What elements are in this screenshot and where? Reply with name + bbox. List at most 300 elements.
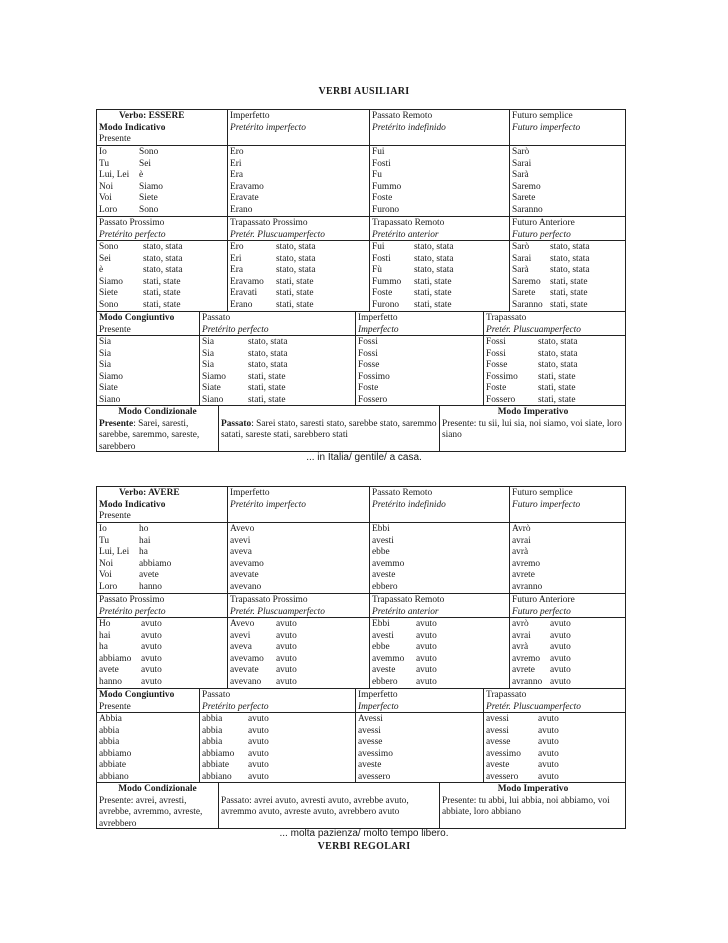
mood-label: Modo Indicativo: [99, 499, 166, 510]
tense-label: Presente: [99, 134, 131, 144]
verb-form: avrete: [512, 570, 535, 580]
verb-form: Siamo: [139, 181, 163, 192]
pronoun-or-auxiliary: Fossi: [486, 337, 506, 347]
verb-form: stati, state: [538, 383, 576, 393]
verb-form: Erano: [230, 204, 253, 215]
table-rule: [96, 216, 626, 217]
verb-form: avemmo: [372, 558, 405, 569]
table-rule: [483, 311, 484, 405]
verb-form: Fossi: [358, 348, 378, 359]
verb-form: avrai: [512, 535, 531, 546]
tense-label: Imperfetto: [230, 111, 270, 121]
pronoun-or-auxiliary: abbiate: [202, 760, 230, 770]
verb-form: Sia: [99, 348, 111, 359]
compound-tense-header-cell: [99, 595, 225, 618]
verb-form: Ero: [230, 147, 244, 157]
tense-label: Passato: [221, 795, 250, 806]
trap-remoto-cell: [372, 242, 507, 311]
conjugation-row: [230, 677, 367, 689]
verb-form: avessimo: [358, 748, 393, 759]
table-rule: [227, 109, 228, 311]
tense-translation: Imperfecto: [358, 324, 399, 335]
verb-form: Saremo: [512, 181, 541, 192]
verb-form: Fosti: [372, 158, 391, 169]
compound-tense-header-cell: [512, 218, 624, 241]
condizionale-presente-cell: [99, 784, 216, 830]
verb-form: stati, state: [143, 288, 181, 298]
verb-form: stato, stata: [248, 360, 288, 370]
verb-form: avevamo: [230, 558, 264, 569]
conjugation-row: [372, 642, 507, 654]
conjugation-row: [99, 277, 225, 289]
verb-form: stato, stata: [276, 265, 316, 275]
tense-label: Imperfetto: [358, 313, 398, 323]
condizionale-passato-cell: [221, 796, 437, 819]
conjugation-row: [486, 337, 624, 349]
verb-form: avuto: [416, 676, 437, 687]
pronoun-or-auxiliary: Loro: [99, 204, 118, 215]
verb-form: avuto: [248, 748, 269, 759]
pronoun-or-auxiliary: avrai: [512, 630, 531, 641]
tense-header-cell: [372, 488, 507, 511]
tense-label: Trapassato: [486, 690, 527, 700]
verb-form: stati, state: [538, 371, 576, 382]
verb-form: Siamo: [99, 371, 123, 382]
verb-form: Eravamo: [230, 181, 264, 192]
pronoun-or-auxiliary: abbia: [202, 725, 223, 736]
congiuntivo-tense-header-cell: [358, 690, 481, 713]
conjugation-row: [99, 570, 225, 582]
pronoun-or-auxiliary: Sia: [202, 348, 214, 359]
verb-form: stato, stata: [538, 348, 578, 359]
verb-form: avevano: [230, 581, 262, 592]
conjugation-row: [372, 265, 507, 277]
verb-form: stati, state: [276, 299, 314, 310]
conjugation-row: [512, 665, 624, 677]
pronoun-or-auxiliary: avessi: [486, 725, 509, 736]
pronoun-or-auxiliary: Fummo: [372, 276, 402, 287]
conjugation-row: [230, 642, 367, 654]
verb-form: avuto: [141, 630, 162, 641]
presente-cell: [99, 524, 225, 593]
tense-translation: Pretér. Pluscuamperfecto: [230, 229, 325, 240]
verb-form: Fosse: [358, 360, 380, 370]
conjugation-row: [230, 619, 367, 631]
verb-form: avuto: [416, 630, 437, 641]
conjugation-row: [512, 300, 624, 312]
pronoun-or-auxiliary: Siate: [202, 383, 221, 393]
verb-form: stato, stata: [276, 253, 316, 264]
verb-form: avete: [139, 570, 159, 580]
conjugation-row: [202, 349, 353, 361]
pronoun-or-auxiliary: Fossero: [486, 394, 516, 405]
tense-label: Trapassato Remoto: [372, 595, 445, 605]
verb-form: avuto: [550, 630, 571, 641]
conjugation-row: [486, 383, 624, 395]
compound-tense-header-cell: [230, 218, 367, 241]
conjugation-row: [372, 677, 507, 689]
remoto-cell: [372, 524, 507, 593]
verb-form: stati, state: [276, 288, 314, 298]
verb-form: Fu: [372, 170, 382, 180]
conjugation-row: [372, 277, 507, 289]
table-rule: [355, 311, 356, 405]
conjugation-row: [486, 737, 624, 749]
conjugation-row: [372, 619, 507, 631]
verb-form: avremo: [512, 558, 541, 569]
compound-tense-header-cell: [230, 595, 367, 618]
verb-form: Siete: [139, 193, 158, 203]
conjugation-row: [202, 395, 353, 407]
verb-form: stato, stata: [276, 242, 316, 252]
verb-forms: : Sarei stato, saresti stato, sarebbe stato, saremmo satati, sareste stati, sarebbero stati: [221, 418, 437, 440]
table-rule: [199, 311, 200, 405]
verb-form: stati, state: [248, 383, 286, 393]
verb-form: avuto: [550, 676, 571, 687]
conjugation-row: [372, 254, 507, 266]
verb-form: avuto: [141, 676, 162, 687]
verb-form: avuto: [248, 714, 269, 724]
pronoun-or-auxiliary: avevano: [230, 676, 262, 687]
pronoun-or-auxiliary: ha: [99, 642, 108, 652]
cong-imperfetto-cell: [358, 714, 481, 783]
tense-header-cell: [512, 111, 624, 134]
verb-form: stato, stata: [143, 242, 183, 252]
tense-translation: Pretérito anterior: [372, 229, 439, 240]
tense-header-cell: [230, 111, 367, 134]
verb-form: abbiano: [99, 771, 129, 782]
conjugation-row: [512, 631, 624, 643]
cong-passato-cell: [202, 714, 353, 783]
pronoun-or-auxiliary: Fui: [372, 242, 385, 252]
verb-form: Foste: [372, 193, 393, 203]
conjugation-row: [372, 665, 507, 677]
conjugation-row: [202, 737, 353, 749]
condizionale-presente-text: [99, 419, 216, 454]
verb-form: avuto: [538, 771, 559, 782]
verb-form: stato, stata: [248, 337, 288, 347]
conjugation-row: [512, 277, 624, 289]
tense-label: Imperfetto: [230, 488, 270, 498]
pronoun-or-auxiliary: Noi: [99, 181, 114, 192]
pronoun-or-auxiliary: avesse: [486, 737, 511, 747]
remoto-cell: [372, 147, 507, 216]
verb-form: stato, stata: [414, 265, 454, 275]
verb-form: avuto: [538, 737, 559, 747]
tense-translation: Pretérito indefinido: [372, 122, 446, 133]
verb-form: Foste: [358, 383, 379, 393]
conjugation-row: [230, 288, 367, 300]
verb-form: stati, state: [143, 276, 181, 287]
verb-form: avuto: [276, 665, 297, 675]
verb-form: avuto: [550, 619, 571, 629]
pronoun-or-auxiliary: avevi: [230, 630, 251, 641]
conjugation-row: [99, 170, 225, 182]
conjugation-row: [202, 337, 353, 349]
conjugation-row: [99, 254, 225, 266]
verb-form: avuto: [538, 748, 559, 759]
trap-prossimo-cell: [230, 242, 367, 311]
tense-label: Futuro semplice: [512, 111, 573, 121]
verb-form: stati, state: [276, 276, 314, 287]
pronoun-or-auxiliary: aveste: [372, 665, 396, 675]
tense-translation: Pretér. Pluscuamperfecto: [486, 701, 581, 712]
verb-form: Era: [230, 170, 244, 180]
mood-label: Modo Condizionale: [118, 784, 197, 794]
verb-form: avuto: [141, 642, 162, 652]
pronoun-or-auxiliary: Siamo: [202, 371, 226, 382]
verb-form: stati, state: [248, 394, 286, 405]
conjugation-row: [372, 300, 507, 312]
pronoun-or-auxiliary: Ho: [99, 619, 111, 629]
mood-label: Modo Imperativo: [497, 784, 569, 794]
verb-form: stati, state: [550, 299, 588, 310]
verb-form: stato, stata: [538, 360, 578, 370]
table-rule: [509, 486, 510, 688]
verb-form: Fossero: [358, 394, 388, 405]
verb-form: avuto: [248, 760, 269, 770]
pronoun-or-auxiliary: aveste: [486, 760, 510, 770]
pronoun-or-auxiliary: aveva: [230, 642, 252, 652]
verb-form: hai: [139, 535, 151, 546]
verb-form: avevate: [230, 570, 259, 580]
tense-translation: Futuro perfecto: [512, 606, 571, 617]
tense-label: Presente: [99, 795, 131, 806]
conjugation-row: [230, 654, 367, 666]
tense-translation: Pretérito indefinido: [372, 499, 446, 510]
tense-label: Passato Remoto: [372, 488, 433, 498]
tense-translation: Pretér. Pluscuamperfecto: [230, 606, 325, 617]
verb-form: Abbia: [99, 714, 122, 724]
conjugation-row: [486, 760, 624, 772]
verb-form: aveste: [372, 570, 396, 580]
verb-form: avuto: [416, 619, 437, 629]
conjugation-row: [486, 714, 624, 726]
verb-form: stati, state: [414, 299, 452, 310]
tense-header-cell: [372, 111, 507, 134]
table-rule: [355, 688, 356, 782]
verb-form: avuto: [416, 642, 437, 652]
pronoun-or-auxiliary: avemmo: [372, 653, 405, 664]
verb-form: abbiamo: [139, 558, 172, 569]
pronoun-or-auxiliary: Sia: [202, 360, 214, 370]
pronoun-or-auxiliary: ebbe: [372, 642, 390, 652]
pronoun-or-auxiliary: Lui, Lei: [99, 170, 130, 180]
table-rule: [439, 405, 440, 452]
imperfetto-cell: [230, 524, 367, 593]
conjugation-row: [99, 205, 225, 217]
verb-form: Sarò: [512, 147, 530, 157]
trap-remoto-cell: [372, 619, 507, 688]
conjugation-row: [512, 288, 624, 300]
verb-form: avuto: [248, 725, 269, 736]
tense-translation: Pretérito perfecto: [99, 229, 166, 240]
futuro-cell: [512, 147, 624, 216]
verb-form: Avevo: [230, 524, 255, 534]
pronoun-or-auxiliary: avete: [99, 665, 119, 675]
imperfetto-cell: [230, 147, 367, 216]
cong-trapassato-cell: [486, 337, 624, 406]
conjugation-row: [486, 395, 624, 407]
cong-imperfetto-cell: [358, 337, 481, 406]
conjugation-row: [372, 288, 507, 300]
pronoun-or-auxiliary: Erano: [230, 299, 253, 310]
pronoun-or-auxiliary: Voi: [99, 570, 112, 580]
tense-label: Futuro Anteriore: [512, 595, 575, 605]
pronoun-or-auxiliary: Era: [230, 265, 244, 275]
conjugation-row: [99, 559, 225, 571]
pronoun-or-auxiliary: Tu: [99, 535, 110, 546]
verb-forms: : Sarei, saresti, sarebbe, saremmo, sareste, sarebbero: [99, 418, 200, 452]
conjugation-row: [230, 265, 367, 277]
footer-title: VERBI REGOLARI: [317, 841, 411, 852]
pronoun-or-auxiliary: avremo: [512, 653, 541, 664]
verb-form: avessi: [358, 725, 381, 736]
cong-trapassato-cell: [486, 714, 624, 783]
verb-forms: : avrei avuto, avresti avuto, avrebbe avuto, avremmo avuto, avreste avuto, avrebbero avuto: [221, 795, 409, 817]
tense-translation: Pretérito perfecto: [99, 606, 166, 617]
conjugation-row: [202, 726, 353, 738]
conjugation-row: [202, 383, 353, 395]
verb-form: aveste: [358, 760, 382, 770]
conjugation-row: [486, 749, 624, 761]
verb-form: Sarai: [512, 158, 532, 169]
trap-prossimo-cell: [230, 619, 367, 688]
pronoun-or-auxiliary: Furono: [372, 299, 400, 310]
verb-form: avuto: [248, 737, 269, 747]
tense-label: Imperfetto: [358, 690, 398, 700]
conjugation-row: [230, 665, 367, 677]
tense-label: Trapassato Prossimo: [230, 218, 308, 228]
tense-label: Trapassato Remoto: [372, 218, 445, 228]
pronoun-or-auxiliary: avevamo: [230, 653, 264, 664]
tense-label: Presente: [99, 701, 131, 712]
tense-label: Passato: [202, 313, 231, 323]
condizionale-passato-text: [221, 419, 437, 442]
verb-form: Eravate: [230, 193, 259, 203]
cong-presente-cell: [99, 714, 197, 783]
congiuntivo-tense-header-cell: [202, 690, 353, 713]
conjugation-row: [202, 372, 353, 384]
verb-form: avuto: [538, 760, 559, 770]
congiuntivo-tense-header-cell: [358, 313, 481, 336]
verb-form: stato, stata: [414, 242, 454, 252]
conjugation-row: [99, 665, 225, 677]
tense-label: Passato Remoto: [372, 111, 433, 121]
pronoun-or-auxiliary: Lui, Lei: [99, 547, 130, 557]
congiuntivo-tense-header-cell: [202, 313, 353, 336]
verb-form: aveva: [230, 547, 252, 557]
pronoun-or-auxiliary: abbiamo: [202, 748, 235, 759]
pronoun-or-auxiliary: ebbero: [372, 676, 398, 687]
verb-form: Fossi: [358, 337, 378, 347]
mood-label: Modo Condizionale: [118, 407, 197, 417]
pronoun-or-auxiliary: Saranno: [512, 299, 543, 310]
verb-form: Siano: [99, 394, 121, 405]
table-rule: [199, 688, 200, 782]
tense-label: Passato: [202, 690, 231, 700]
pronoun-or-auxiliary: Foste: [372, 288, 393, 298]
verb-form: Fossimo: [358, 371, 390, 382]
condizionale-passato-cell: [221, 419, 437, 442]
imperativo-cell: [442, 784, 624, 819]
verb-form: avuto: [276, 630, 297, 641]
imperativo-cell: [442, 407, 624, 442]
verb-form: stato, stata: [143, 253, 183, 264]
verb-title: Verbo: AVERE: [119, 488, 180, 498]
verb-form: stato, stata: [414, 253, 454, 264]
pronoun-or-auxiliary: hanno: [99, 676, 122, 687]
conjugation-row: [512, 619, 624, 631]
conjugation-row: [99, 524, 225, 536]
mood-label: Modo Congiuntivo: [99, 690, 175, 700]
tense-label: Futuro semplice: [512, 488, 573, 498]
verb-form: stati, state: [538, 394, 576, 405]
verb-form: Fui: [372, 147, 385, 157]
verb-title: Verbo: ESSERE: [119, 111, 185, 121]
verb-form: Fummo: [372, 181, 402, 192]
pronoun-or-auxiliary: avessi: [486, 714, 509, 724]
verb-form: stato, stata: [248, 348, 288, 359]
pronoun-or-auxiliary: abbia: [202, 737, 223, 747]
condizionale-presente-cell: [99, 407, 216, 453]
verb-form: stati, state: [550, 276, 588, 287]
tense-translation: Pretérito imperfecto: [230, 122, 306, 133]
table-rule: [369, 486, 370, 688]
pronoun-or-auxiliary: Fosse: [486, 360, 508, 370]
conjugation-row: [512, 242, 624, 254]
pronoun-or-auxiliary: è: [99, 265, 104, 275]
verb-form: stati, state: [414, 276, 452, 287]
verb-form: Sia: [99, 337, 111, 347]
verb-form: stati, state: [414, 288, 452, 298]
conjugation-row: [99, 242, 225, 254]
verb-form: avuto: [141, 619, 162, 629]
presente-cell: [99, 147, 225, 216]
pronoun-or-auxiliary: abbiano: [202, 771, 232, 782]
pronoun-or-auxiliary: Sarà: [512, 265, 529, 275]
verb-form: è: [139, 170, 144, 180]
header-mood-cell: [99, 111, 225, 146]
pronoun-or-auxiliary: avrete: [512, 665, 535, 675]
tense-label: Presente: [99, 324, 131, 335]
verb-form: Furono: [372, 204, 400, 215]
pronoun-or-auxiliary: avessimo: [486, 748, 521, 759]
futuro-cell: [512, 524, 624, 593]
conjugation-row: [486, 372, 624, 384]
pronoun-or-auxiliary: Noi: [99, 558, 114, 569]
verb-form: avuto: [416, 653, 437, 664]
pronoun-or-auxiliary: Eri: [230, 253, 242, 264]
tense-label: Trapassato: [486, 313, 527, 323]
verb-form: stato, stata: [550, 265, 590, 275]
conjugation-row: [372, 631, 507, 643]
tense-translation: Pretérito perfecto: [202, 324, 269, 335]
conjugation-row: [99, 182, 225, 194]
table-rule: [218, 405, 219, 452]
conjugation-row: [202, 760, 353, 772]
conjugation-row: [512, 654, 624, 666]
conjugation-row: [99, 654, 225, 666]
congiuntivo-tense-header-cell: [486, 690, 624, 713]
pronoun-or-auxiliary: Sono: [99, 299, 119, 310]
fut-anteriore-cell: [512, 242, 624, 311]
tense-translation: Pretérito imperfecto: [230, 499, 306, 510]
verb-form: stati, state: [550, 288, 588, 298]
pronoun-or-auxiliary: avranno: [512, 676, 543, 687]
table-rule: [369, 109, 370, 311]
pronoun-or-auxiliary: Io: [99, 147, 107, 157]
